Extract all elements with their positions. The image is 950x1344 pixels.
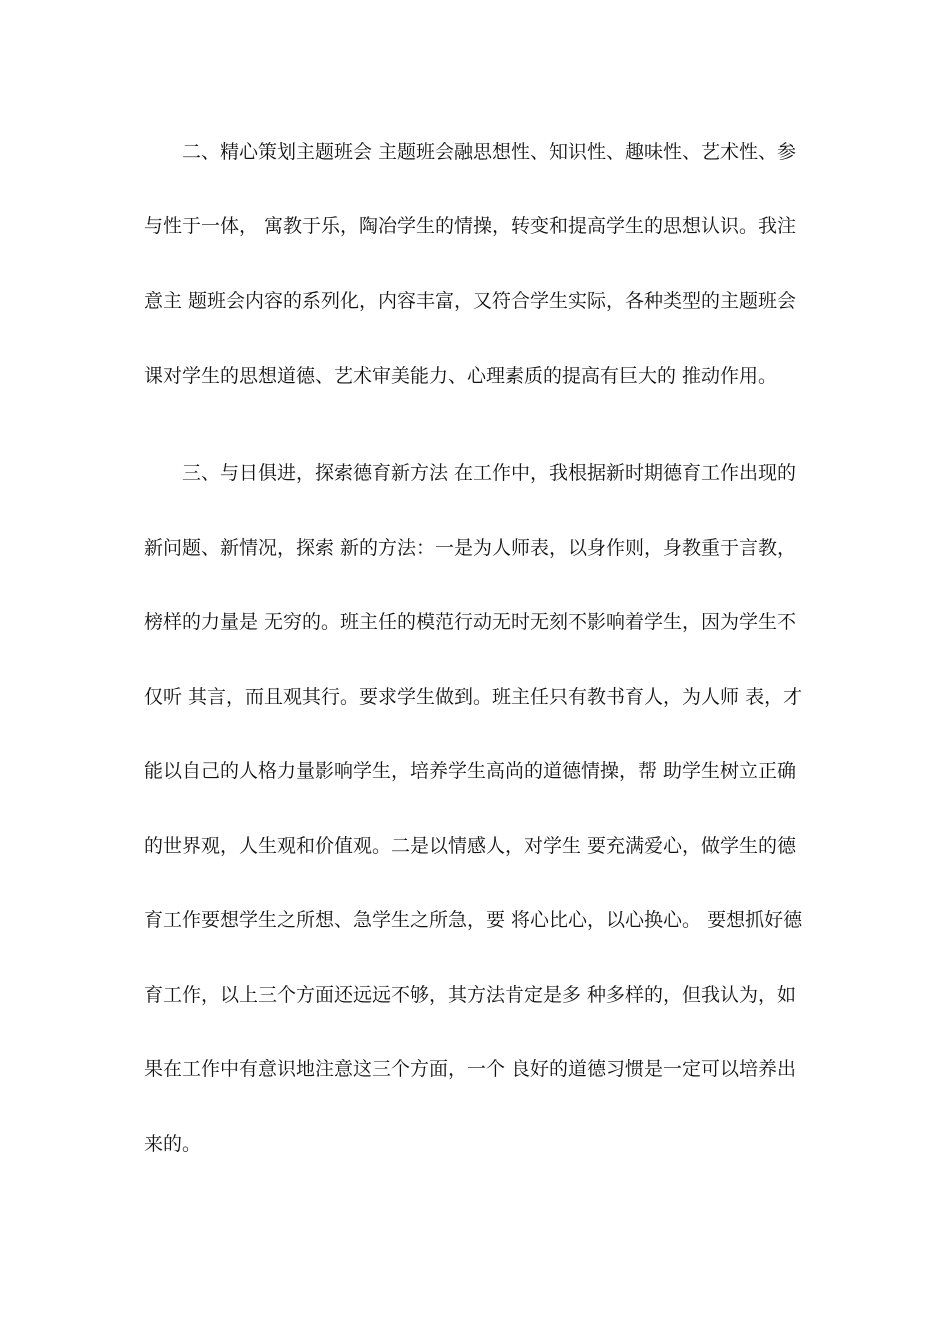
paragraph-2-line-4: 课对学生的思想道德、艺术审美能力、心理素质的提高有巨大的 推动作用。 [144, 365, 778, 387]
paragraph-3-line-8: 育工作，以上三个方面还远远不够，其方法肯定是多 种多样的，但我认为，如 [144, 984, 797, 1006]
paragraph-3-line-4: 仅听 其言，而且观其行。要求学生做到。班主任只有教书育人，为人师 表，才 [144, 686, 803, 708]
paragraph-3-line-3: 榜样的力量是 无穷的。班主任的模范行动无时无刻不影响着学生，因为学生不 [144, 611, 797, 633]
paragraph-3-line-1: 三、与日俱进，探索德育新方法 在工作中，我根据新时期德育工作出现的 [182, 462, 797, 484]
paragraph-3-line-6: 的世界观，人生观和价值观。二是以情感人，对学生 要充满爱心，做学生的德 [144, 835, 797, 857]
paragraph-2-line-1: 二、精心策划主题班会 主题班会融思想性、知识性、趣味性、艺术性、参 [182, 141, 797, 163]
paragraph-3-line-9: 果在工作中有意识地注意这三个方面，一个 良好的道德习惯是一定可以培养出 [144, 1058, 797, 1080]
paragraph-2-line-3: 意主 题班会内容的系列化，内容丰富，又符合学生实际，各种类型的主题班会 [144, 290, 797, 312]
paragraph-3-line-5: 能以自己的人格力量影响学生，培养学生高尚的道德情操，帮 助学生树立正确 [144, 760, 797, 782]
paragraph-3-line-7: 育工作要想学生之所想、急学生之所急，要 将心比心，以心换心。 要想抓好德 [144, 909, 803, 931]
paragraph-3-line-2: 新问题、新情况，探索 新的方法：一是为人师表，以身作则，身教重于言教， [144, 537, 797, 559]
paragraph-3-line-10: 来的。 [144, 1133, 202, 1155]
paragraph-2-line-2: 与性于一体， 寓教于乐，陶冶学生的情操，转变和提高学生的思想认识。我注 [144, 215, 797, 237]
